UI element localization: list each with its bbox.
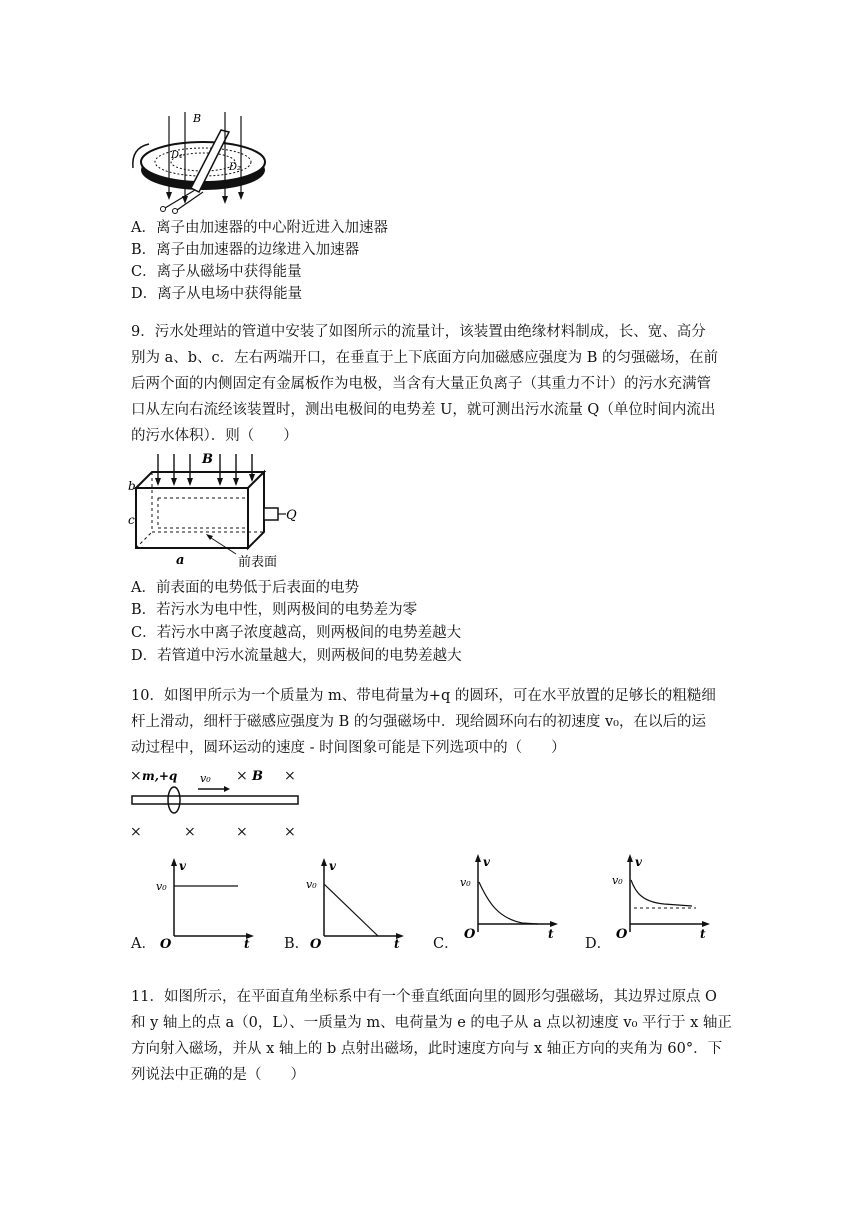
- graph-origin: O: [616, 927, 628, 942]
- flowmeter-label-front: 前表面: [238, 555, 278, 570]
- flowmeter-label-b: b: [128, 479, 136, 493]
- q9-option-c[interactable]: C．若污水中离子浓度越高，则两极间的电势差越大: [131, 625, 462, 641]
- cyclotron-label-d1: D₁: [171, 150, 184, 161]
- q10-stem-line: 动过程中，圆环运动的速度 - 时间图象可能是下列选项中的（ ）: [131, 740, 566, 756]
- graph-axis-v: v: [483, 855, 490, 869]
- q10-option-b-label[interactable]: B．: [284, 936, 310, 952]
- q10-graph-c[interactable]: [452, 852, 562, 944]
- q10-graph-b[interactable]: [298, 856, 408, 948]
- q9-stem-line: 口从左向右流经该装置时，测出电极间的电势差 U，就可测出污水流量 Q（单位时间内流出: [131, 402, 716, 418]
- q10-graph-a[interactable]: [148, 856, 258, 948]
- q9-stem-line: 的污水体积）．则（ ）: [131, 428, 298, 444]
- ring-label-mq: m,+q: [142, 769, 178, 783]
- graph-axis-t: t: [700, 927, 706, 941]
- q11-stem: [131, 984, 731, 1088]
- flowmeter-label-q: Q: [286, 508, 297, 523]
- graph-origin: O: [160, 937, 172, 948]
- field-cross-mark: ×: [236, 824, 248, 840]
- q8-option-c[interactable]: C．离子从磁场中获得能量: [131, 264, 302, 280]
- field-cross-mark: ×: [130, 768, 142, 784]
- q9-stem-line: 后两个面的内侧固定有金属板作为电极，当含有大量正负离子（其重力不计）的污水充满管: [131, 376, 711, 392]
- field-cross-mark: ×: [184, 824, 196, 840]
- q10-option-d-label[interactable]: D．: [585, 936, 612, 952]
- q9-option-d[interactable]: D．若管道中污水流量越大，则两极间的电势差越大: [131, 648, 462, 664]
- graph-origin: O: [310, 937, 322, 948]
- q11-stem-line: 列说法中正确的是（ ）: [131, 1067, 305, 1083]
- q11-stem-line: 和 y 轴上的点 a（0，L）、一质量为 m、电荷量为 e 的电子从 a 点以初速度 v₀ 平行于 x 轴正: [131, 1015, 732, 1031]
- field-cross-mark: ×: [284, 768, 296, 784]
- q11-stem-line: 方向射入磁场，并从 x 轴上的 b 点射出磁场，此时速度方向与 x 轴正方向的夹角为 60°．下: [131, 1041, 723, 1057]
- q10-stem-line: 10．如图甲所示为一个质量为 m、带电荷量为+q 的圆环，可在水平放置的足够长的粗糙细: [131, 688, 716, 704]
- q10-option-c-label[interactable]: C．: [433, 936, 459, 952]
- flowmeter-figure: [128, 450, 303, 570]
- q11-stem-line: 11．如图所示，在平面直角坐标系中有一个垂直纸面向里的圆形匀强磁场，其边界过原点 O: [131, 989, 717, 1005]
- ring-label-v0: v₀: [200, 772, 211, 785]
- graph-label-v0: v₀: [460, 876, 471, 889]
- field-cross-mark: ×: [130, 824, 142, 840]
- graph-axis-t: t: [244, 937, 250, 948]
- q8-option-b[interactable]: B．离子由加速器的边缘进入加速器: [131, 242, 360, 258]
- flowmeter-label-c: c: [128, 513, 135, 527]
- q8-option-a[interactable]: A．离子由加速器的中心附近进入加速器: [131, 220, 388, 236]
- cyclotron-figure: [125, 108, 280, 216]
- graph-label-v0: v₀: [612, 874, 623, 887]
- q9-stem-line: 9．污水处理站的管道中安装了如图所示的流量计，该装置由绝缘材料制成，长、宽、高分: [131, 324, 706, 340]
- q10-graph-d[interactable]: [604, 852, 714, 944]
- field-cross-mark: ×: [284, 824, 296, 840]
- field-cross-mark: ×: [236, 768, 248, 784]
- q8-option-d[interactable]: D．离子从电场中获得能量: [131, 286, 303, 302]
- cyclotron-label-d2: D₂: [229, 162, 242, 173]
- q10-stem-line: 杆上滑动，细杆于磁感应强度为 B 的匀强磁场中．现给圆环向右的初速度 v₀，在以后的运: [131, 714, 706, 730]
- graph-axis-t: t: [548, 927, 554, 941]
- ring-label-b: B: [252, 769, 263, 784]
- q9-option-a[interactable]: A．前表面的电势低于后表面的电势: [131, 580, 359, 596]
- q10-option-a-label[interactable]: A．: [131, 936, 156, 952]
- flowmeter-label-a: a: [176, 553, 185, 568]
- graph-axis-v: v: [329, 859, 336, 873]
- q9-stem-line: 别为 a、b、c．左右两端开口，在垂直于上下底面方向加磁感应强度为 B 的匀强磁场，在前: [131, 350, 719, 366]
- q9-option-b[interactable]: B．若污水为电中性，则两极间的电势差为零: [131, 602, 418, 618]
- cyclotron-label-b: B: [193, 112, 202, 125]
- graph-axis-v: v: [635, 855, 642, 869]
- q10-stem: [131, 683, 731, 761]
- graph-label-v0: v₀: [156, 880, 167, 893]
- graph-label-v0: v₀: [306, 878, 317, 891]
- q9-stem: [131, 319, 731, 449]
- graph-axis-v: v: [179, 859, 186, 873]
- graph-axis-t: t: [394, 937, 400, 948]
- ring-rod-figure: [128, 764, 303, 844]
- graph-origin: O: [464, 927, 476, 942]
- flowmeter-label-b-field: B: [202, 452, 213, 467]
